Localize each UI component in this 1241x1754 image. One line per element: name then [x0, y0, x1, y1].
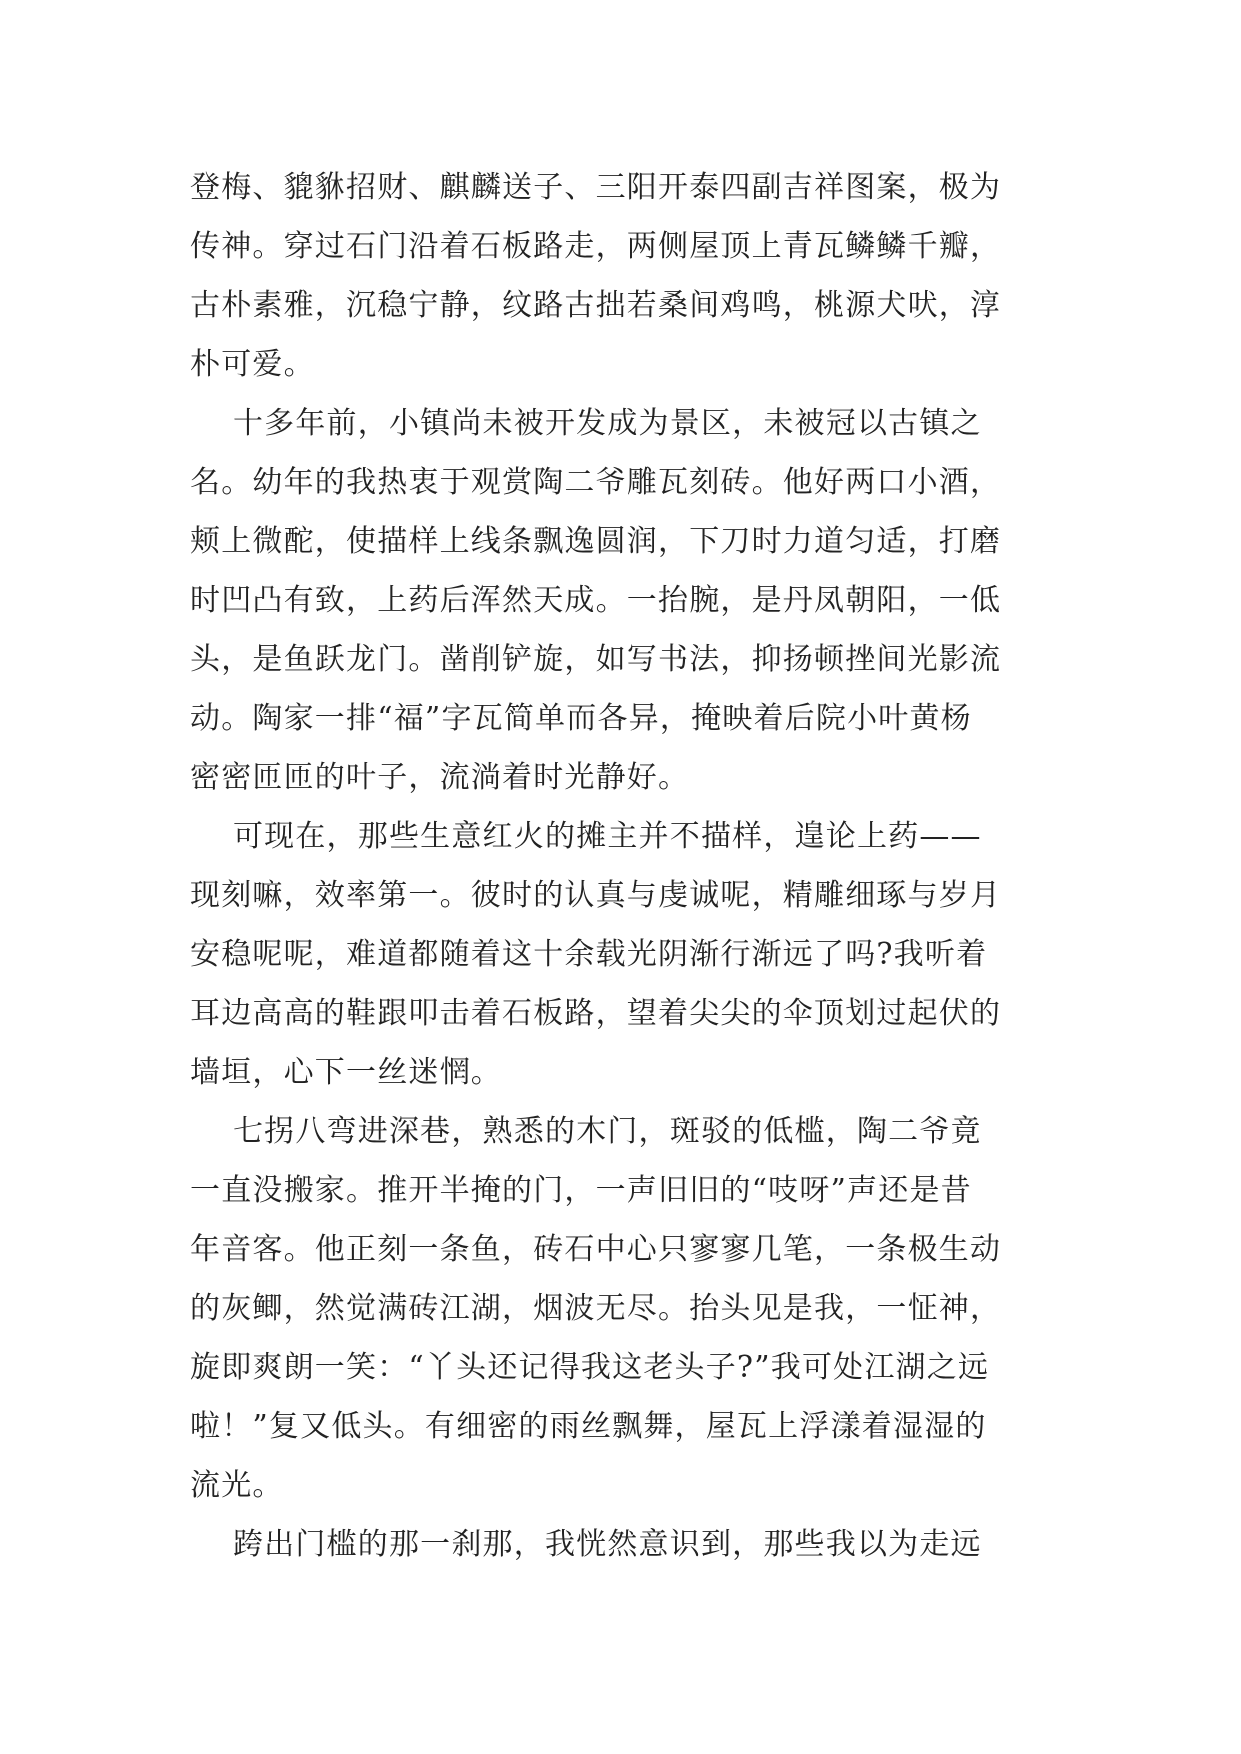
text-line: 登梅、貔貅招财、麒麟送子、三阳开泰四副吉祥图案，极为	[190, 170, 1002, 205]
text-line: 名。幼年的我热衷于观赏陶二爷雕瓦刻砖。他好两口小酒，	[190, 465, 1002, 500]
text-line: 一直没搬家。推开半掩的门，一声旧旧的“吱呀”声还是昔	[190, 1173, 972, 1208]
text-line: 啦！”复又低头。有细密的雨丝飘舞，屋瓦上浮漾着湿湿的	[190, 1409, 987, 1444]
text-line: 墙垣，心下一丝迷惘。	[190, 1055, 502, 1090]
text-line: 颊上微酡，使描样上线条飘逸圆润，下刀时力道匀适，打磨	[190, 524, 1002, 559]
text-line: 现刻嘛，效率第一。彼时的认真与虔诚呢，精雕细琢与岁月	[190, 878, 1002, 913]
text-line: 朴可爱。	[190, 347, 315, 382]
text-line: 密密匝匝的叶子，流淌着时光静好。	[190, 760, 690, 795]
text-line: 古朴素雅，沉稳宁静，纹路古拙若桑间鸡鸣，桃源犬吠，淳	[190, 288, 1002, 323]
text-line: 流光。	[190, 1468, 284, 1503]
text-line: 动。陶家一排“福”字瓦简单而各异，掩映着后院小叶黄杨	[190, 701, 972, 736]
text-line: 可现在，那些生意红火的摊主并不描样，遑论上药——	[190, 819, 982, 854]
text-line: 旋即爽朗一笑：“丫头还记得我这老头子?”我可处江湖之远	[190, 1350, 990, 1385]
text-line: 的灰鲫，然觉满砖江湖，烟波无尽。抬头见是我，一怔神，	[190, 1291, 1002, 1326]
text-line: 跨出门槛的那一刹那，我恍然意识到，那些我以为走远	[190, 1527, 982, 1562]
text-line: 安稳呢呢，难道都随着这十余载光阴渐行渐远了吗?我听着	[190, 937, 988, 972]
body-text	[190, 158, 1050, 1574]
text-line: 耳边高高的鞋跟叩击着石板路，望着尖尖的伞顶划过起伏的	[190, 996, 1002, 1031]
text-line: 传神。穿过石门沿着石板路走，两侧屋顶上青瓦鳞鳞千瓣，	[190, 229, 1002, 264]
text-line: 时凹凸有致，上药后浑然天成。一抬腕，是丹凤朝阳，一低	[190, 583, 1002, 618]
text-line: 头，是鱼跃龙门。凿削铲旋，如写书法，抑扬顿挫间光影流	[190, 642, 1002, 677]
text-line: 十多年前，小镇尚未被开发成为景区，未被冠以古镇之	[190, 406, 982, 441]
text-line: 七拐八弯进深巷，熟悉的木门，斑驳的低槛，陶二爷竟	[190, 1114, 982, 1149]
text-line: 年音客。他正刻一条鱼，砖石中心只寥寥几笔，一条极生动	[190, 1232, 1002, 1267]
